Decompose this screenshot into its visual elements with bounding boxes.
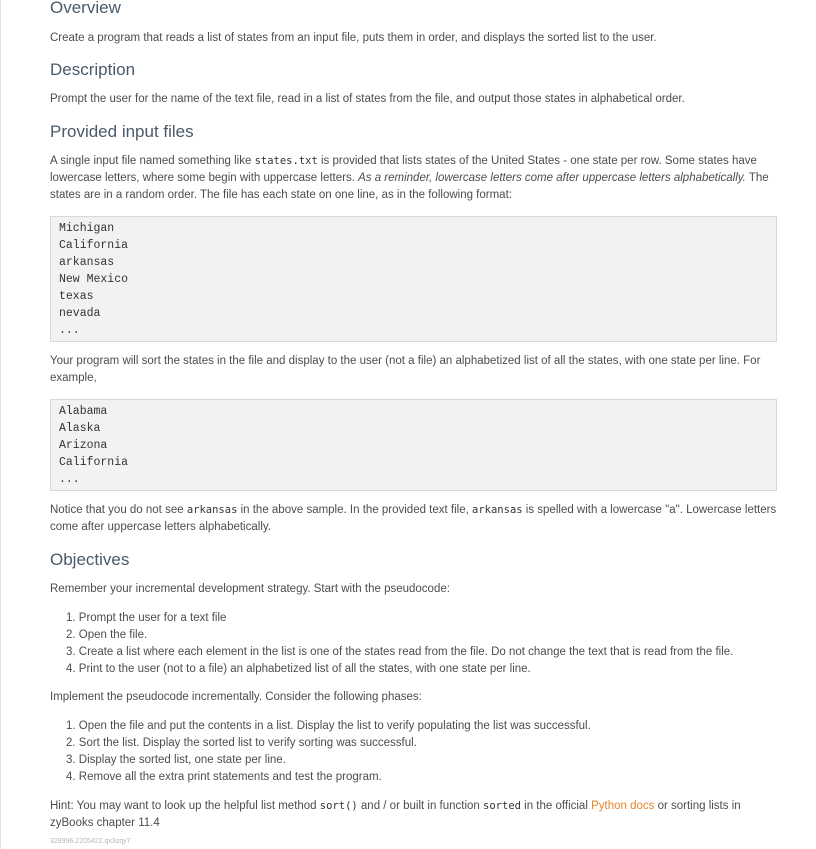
list-item: 2. Open the file. xyxy=(66,629,148,641)
code-line: texas xyxy=(59,290,94,303)
code-line: ... xyxy=(59,324,80,337)
sort-code: sort() xyxy=(319,800,358,812)
list-item: 2. Sort the list. Display the sorted list to verify sorting was successful. xyxy=(66,737,417,749)
list-item: 3. Create a list where each element in the list is one of the states read from the file. Do not change the text that is read from the file. xyxy=(66,646,734,658)
code-line: nevada xyxy=(59,307,101,320)
description-text: Prompt the user for the name of the text file, read in a list of states from the file, and output those states in alphabetical order. xyxy=(50,93,685,105)
list-item: 4. Print to the user (not to a file) an alphabetized list of all the states, with one state per line. xyxy=(66,663,531,675)
notice-paragraph: Notice that you do not see arkansas in the above sample. In the provided text file, arkansas is spelled with a lowercase "a". Lowercase letters come after uppercase letters alphabetically. xyxy=(50,504,777,533)
code-line: ... xyxy=(59,473,80,486)
overview-heading: Overview xyxy=(50,0,121,17)
list-item: 4. Remove all the extra print statements and test the program. xyxy=(66,771,382,783)
phases-list xyxy=(66,718,778,786)
code-line: California xyxy=(59,239,129,252)
list-item: 1. Open the file and put the contents in a list. Display the list to verify populating the list was successful. xyxy=(66,720,591,732)
code-line: California xyxy=(59,456,129,469)
code-line: New Mexico xyxy=(59,273,129,286)
filename-code: states.txt xyxy=(254,155,318,167)
pseudocode-list xyxy=(66,610,778,678)
objectives-intro: Remember your incremental development strategy. Start with the pseudocode: xyxy=(50,583,450,595)
output-description: Your program will sort the states in the file and display to the user (not a file) an alphabetized list of all the states, with one state per line. For example, xyxy=(50,355,761,384)
code-line: Arizona xyxy=(59,439,108,452)
arkansas-code: arkansas xyxy=(472,504,523,516)
input-files-heading: Provided input files xyxy=(50,122,194,141)
sorted-code: sorted xyxy=(483,800,521,812)
footer-id: 328996.2205422.qx3zqy7 xyxy=(50,838,131,845)
arkansas-code: arkansas xyxy=(186,504,238,516)
hint-paragraph: Hint: You may want to look up the helpful list method sort() and / or built in function sorted in the official Python docs or sorting lists in zyBooks chapter 11.4 xyxy=(50,800,741,829)
code-line: Alabama xyxy=(59,405,108,418)
code-line: Michigan xyxy=(59,222,115,235)
sample-input-block xyxy=(50,216,777,342)
code-line: arkansas xyxy=(59,256,115,269)
phases-intro: Implement the pseudocode incrementally. Consider the following phases: xyxy=(50,691,422,703)
objectives-heading: Objectives xyxy=(50,550,130,569)
overview-text: Create a program that reads a list of states from an input file, puts them in order, and displays the sorted list to the user. xyxy=(50,32,657,44)
sample-output-block xyxy=(50,399,777,491)
description-heading: Description xyxy=(50,60,136,79)
python-docs-link[interactable]: Python docs xyxy=(591,800,655,812)
list-item: 1. Prompt the user for a text file xyxy=(66,612,227,624)
reminder-text: As a reminder, lowercase letters come after uppercase letters alphabetically. xyxy=(358,172,746,184)
code-line: Alaska xyxy=(59,422,101,435)
list-item: 3. Display the sorted list, one state per line. xyxy=(66,754,286,766)
input-files-paragraph: A single input file named something like states.txt is provided that lists states of the United States - one state per row. Some states have lowercase letters, where some begin with uppercase letters. As a reminder, lowercase letters come after uppercase letters alphabetically. The states are in a random order. The file has each state on one line, as in the following format: xyxy=(50,155,769,201)
page-border xyxy=(0,0,1,849)
